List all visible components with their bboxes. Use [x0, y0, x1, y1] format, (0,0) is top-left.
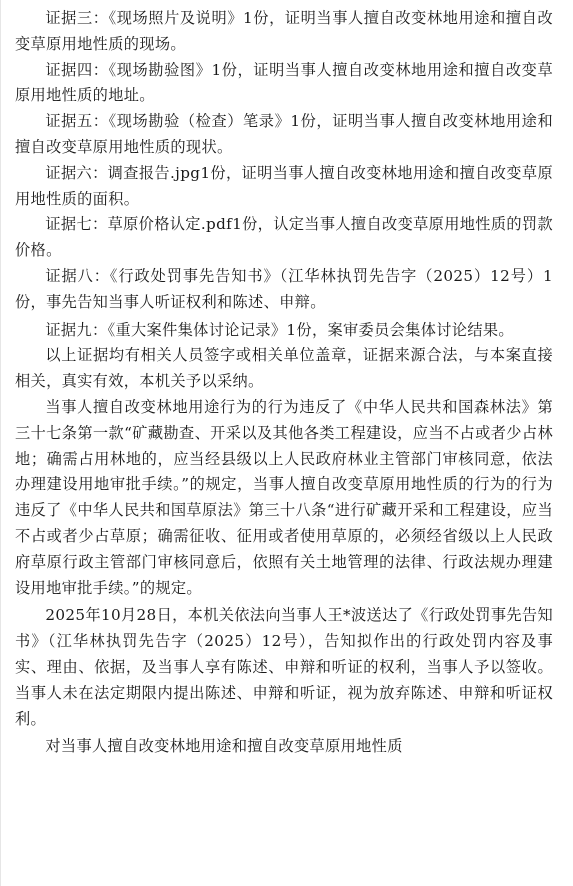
- evidence-8-paragraph: 证据八：《行政处罚事先告知书》（江华林执罚先告字（2025）12号）1份，事先告知当事人听证权利和陈述、申辩。: [15, 266, 553, 311]
- evidence-9-paragraph: 证据九：《重大案件集体讨论记录》1份，案审委员会集体讨论结果。: [45, 320, 514, 339]
- evidence-5-paragraph: 证据五：《现场勘验（检查）笔录》1份，证明当事人擅自改变林地用途和擅自改变草原用地性质的现状。: [15, 112, 553, 156]
- evidence-4-paragraph: 证据四：《现场勘验图》1份，证明当事人擅自改变林地用途和擅自改变草原用地性质的地址。: [15, 60, 553, 105]
- evidence-3-paragraph: 证据三：《现场照片及说明》1份，证明当事人擅自改变林地用途和擅自改变草原用地性质的现场。: [15, 9, 553, 53]
- evidence-summary-paragraph: 以上证据均有相关人员签字或相关单位盖章，证据来源合法，与本案直接相关，真实有效，本机关予以采纳。: [15, 346, 553, 391]
- document-body: [15, 6, 553, 760]
- evidence-6-paragraph: 证据六：调查报告.jpg1份，证明当事人擅自改变林地用途和擅自改变草原用地性质的面积。: [15, 163, 553, 208]
- decision-paragraph: 对当事人擅自改变林地用途和擅自改变草原用地性质: [45, 737, 403, 756]
- evidence-7-paragraph: 证据七：草原价格认定.pdf1份，认定当事人擅自改变草原用地性质的罚款价格。: [15, 215, 553, 260]
- notice-delivery-paragraph: 2025年10月28日，本机关依法向当事人王*波送达了《行政处罚事先告知书》（江华林执罚先告字（2025）12号），告知拟作出的行政处罚内容及事实、理由、依据，及当事人享有陈述、申辩和听证的权利，当事人予以签收。当事人未在法定期限内提出陈述、申辩和听证，视为放弃陈述、申辩和听证权利。: [15, 606, 553, 728]
- violation-paragraph: 当事人擅自改变林地用途行为的行为违反了《中华人民共和国森林法》第三十七条第一款“矿藏勘查、开采以及其他各类工程建设，应当不占或者少占林地；确需占用林地的，应当经县级以上人民政府林业主管部门审核同意，依法办理建设用地审批手续。”的规定，当事人擅自改变草原用地性质的行为的行为违反了《中华人民共和国草原法》第三十八条“进行矿藏开采和工程建设，应当不占或者少占草原；确需征收、征用或者使用草原的，必须经省级以上人民政府草原行政主管部门审核同意后，依照有关土地管理的法律、行政法规办理建设用地审批手续。”的规定。: [15, 397, 553, 597]
